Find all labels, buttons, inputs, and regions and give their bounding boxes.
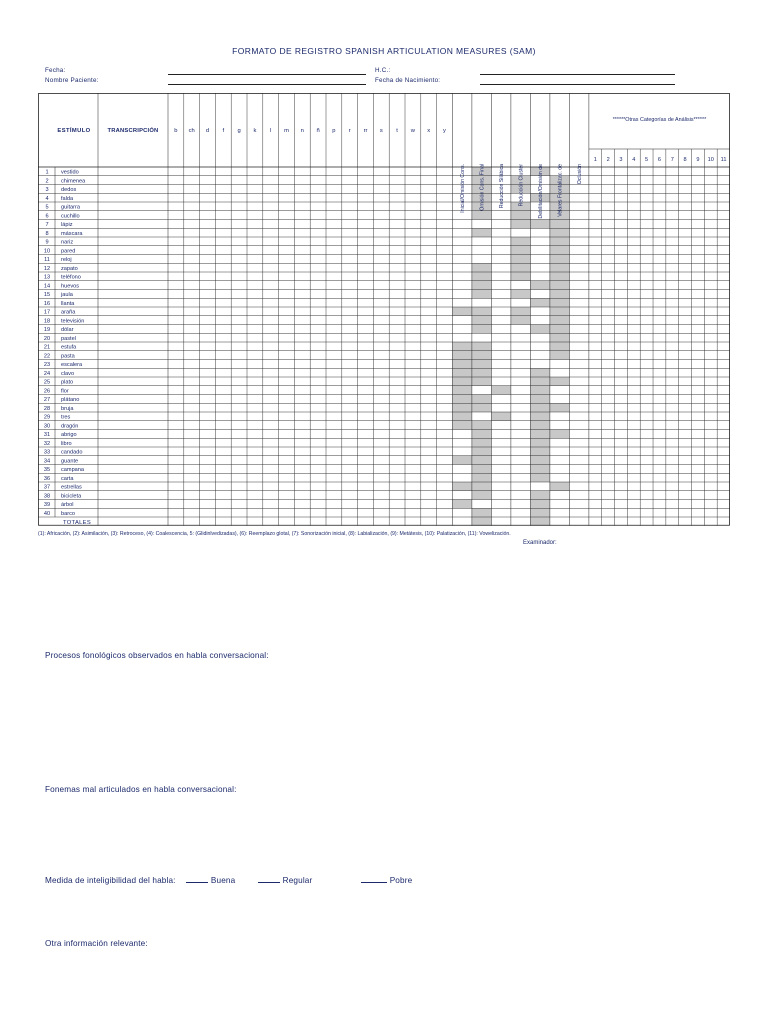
shaded-cell: [550, 255, 570, 264]
shaded-cell: [550, 281, 570, 290]
phoneme-header: k: [253, 128, 257, 134]
row-stimulus-word: barco: [61, 510, 75, 517]
shaded-cell: [452, 456, 472, 465]
phoneme-header: l: [270, 128, 272, 134]
phoneme-header: n: [300, 128, 304, 134]
shaded-cell: [472, 491, 492, 500]
row-number: 37: [43, 484, 51, 491]
row-number: 31: [43, 432, 51, 439]
row-number: 22: [43, 353, 51, 360]
shaded-cell: [550, 482, 570, 491]
shaded-cell: [472, 360, 492, 369]
hc-label: H.C.:: [375, 67, 391, 74]
shaded-cell: [472, 368, 492, 377]
phoneme-header: ñ: [316, 128, 320, 134]
phoneme-header: g: [237, 128, 241, 134]
row-number: 16: [43, 300, 51, 307]
row-number: 32: [43, 440, 51, 447]
shaded-cell: [452, 412, 472, 421]
shaded-cell: [452, 421, 472, 430]
otras-number-header: 9: [696, 157, 700, 163]
row-stimulus-word: chimenea: [61, 178, 86, 185]
shaded-cell: [550, 316, 570, 325]
row-number: 7: [45, 222, 49, 229]
otras-number-header: 8: [683, 157, 687, 163]
shaded-cell: [550, 220, 570, 229]
shaded-cell: [530, 517, 550, 526]
row-stimulus-word: campana: [61, 467, 85, 474]
process-header: Oclusión: [577, 164, 584, 185]
shaded-cell: [530, 508, 550, 517]
shaded-cell: [452, 386, 472, 395]
row-stimulus-word: vestido: [61, 169, 79, 176]
row-number: 13: [43, 274, 51, 281]
row-number: 17: [43, 309, 51, 316]
row-stimulus-word: guante: [61, 458, 79, 465]
otras-number-header: 11: [720, 157, 727, 163]
shaded-cell: [472, 465, 492, 474]
row-number: 18: [43, 318, 51, 325]
shaded-cell: [452, 351, 472, 360]
fecha-field[interactable]: [168, 74, 366, 75]
shaded-cell: [511, 316, 531, 325]
row-stimulus-word: pasta: [61, 353, 75, 360]
process-header: Debilitación/Omisión de: [538, 164, 545, 219]
shaded-cell: [550, 377, 570, 386]
row-stimulus-word: dedos: [61, 187, 77, 194]
row-number: 25: [43, 379, 51, 386]
shaded-cell: [511, 290, 531, 299]
shaded-cell: [550, 430, 570, 439]
shaded-cell: [511, 246, 531, 255]
shaded-cell: [472, 482, 492, 491]
shaded-cell: [530, 298, 550, 307]
row-number: 38: [43, 493, 51, 500]
otras-number-header: 7: [670, 157, 674, 163]
shaded-cell: [472, 272, 492, 281]
shaded-cell: [550, 403, 570, 412]
shaded-cell: [472, 211, 492, 220]
fecha-nacimiento-field[interactable]: [480, 84, 675, 85]
otras-number-header: 1: [593, 157, 597, 163]
shaded-cell: [550, 351, 570, 360]
row-number: 26: [43, 388, 51, 395]
phoneme-header: d: [205, 128, 210, 134]
fonemas-mal-articulados-label: Fonemas mal articulados en habla conversacional:: [45, 785, 237, 794]
shaded-cell: [472, 447, 492, 456]
row-stimulus-word: cuchillo: [61, 213, 80, 220]
row-number: 28: [43, 405, 51, 412]
shaded-cell: [550, 263, 570, 272]
row-number: 9: [45, 239, 49, 246]
inteligibilidad-label: Medida de inteligibilidad del habla:: [45, 876, 176, 885]
otras-number-header: 4: [632, 157, 636, 163]
row-number: 24: [43, 370, 51, 377]
row-number: 27: [43, 397, 51, 404]
shaded-cell: [452, 377, 472, 386]
shaded-cell: [511, 237, 531, 246]
row-stimulus-word: plato: [61, 379, 74, 386]
row-number: 12: [43, 265, 51, 272]
shaded-cell: [472, 342, 492, 351]
shaded-cell: [550, 272, 570, 281]
row-stimulus-word: libro: [61, 440, 72, 447]
row-stimulus-word: araña: [61, 309, 76, 316]
row-stimulus-word: lápiz: [61, 222, 73, 229]
shaded-cell: [452, 500, 472, 509]
shaded-cell: [472, 377, 492, 386]
otras-number-header: 2: [606, 157, 610, 163]
shaded-cell: [472, 263, 492, 272]
row-stimulus-word: guitarra: [61, 204, 80, 211]
row-number: 40: [43, 510, 51, 517]
process-header: Inicial/Omisión Cons.: [460, 164, 467, 213]
fecha-nacimiento-label: Fecha de Nacimiento:: [375, 77, 441, 84]
shaded-cell: [472, 517, 492, 526]
process-header: Velares Frontalizac. de: [557, 164, 564, 217]
otras-number-header: 6: [657, 157, 662, 163]
process-header: Reducción Cluster: [518, 164, 525, 207]
shaded-cell: [530, 368, 550, 377]
phoneme-header: r: [348, 128, 351, 134]
row-number: 2: [45, 178, 49, 185]
row-stimulus-word: huevos: [61, 283, 80, 290]
shaded-cell: [530, 447, 550, 456]
shaded-cell: [472, 403, 492, 412]
buena-blank[interactable]: [186, 874, 208, 883]
nombre-paciente-label: Nombre Paciente:: [45, 77, 99, 84]
shaded-cell: [472, 228, 492, 237]
nombre-paciente-field[interactable]: [168, 84, 366, 85]
shaded-cell: [511, 255, 531, 264]
shaded-cell: [491, 412, 511, 421]
row-number: 8: [45, 230, 49, 237]
row-stimulus-word: abrigo: [61, 432, 77, 439]
row-stimulus-word: dragón: [61, 423, 79, 430]
inteligibilidad-row: [45, 874, 412, 885]
shaded-cell: [530, 281, 550, 290]
phoneme-header: f: [222, 128, 225, 134]
shaded-cell: [530, 473, 550, 482]
col-estimulo-header: ESTÍMULO: [57, 128, 91, 134]
row-number: 20: [43, 335, 51, 342]
row-stimulus-word: jaula: [61, 292, 73, 299]
shaded-cell: [530, 220, 550, 229]
shaded-cell: [472, 438, 492, 447]
row-stimulus-word: plátano: [61, 397, 80, 404]
row-stimulus-word: pastel: [61, 335, 76, 342]
row-stimulus-word: zapato: [61, 265, 78, 272]
otra-informacion-label: Otra información relevante:: [45, 939, 148, 948]
otras-number-header: 3: [619, 157, 623, 163]
phoneme-header: p: [332, 128, 336, 134]
pobre-label: Pobre: [389, 876, 413, 885]
shaded-cell: [530, 456, 550, 465]
row-stimulus-word: estrellas: [61, 484, 82, 491]
row-number: 1: [45, 169, 49, 176]
phoneme-header: s: [379, 128, 383, 134]
row-stimulus-word: árbol: [61, 502, 74, 509]
row-number: 34: [43, 458, 51, 465]
shaded-cell: [511, 272, 531, 281]
row-stimulus-word: dólar: [61, 327, 74, 334]
otras-number-header: 5: [645, 157, 649, 163]
row-stimulus-word: pared: [61, 248, 76, 255]
shaded-cell: [530, 430, 550, 439]
row-number: 11: [44, 257, 50, 264]
otras-categorias-header: ******Otras Categorías de Análisis******: [612, 117, 707, 123]
buena-label: Buena: [210, 876, 236, 885]
shaded-cell: [472, 421, 492, 430]
shaded-cell: [472, 456, 492, 465]
shaded-cell: [511, 263, 531, 272]
row-number: 36: [43, 475, 51, 482]
row-stimulus-word: falda: [61, 195, 74, 202]
shaded-cell: [452, 395, 472, 404]
row-number: 21: [43, 344, 51, 351]
table-border: [39, 94, 730, 526]
shaded-cell: [530, 500, 550, 509]
row-stimulus-word: clavo: [61, 370, 75, 377]
shaded-cell: [472, 473, 492, 482]
shaded-cell: [452, 342, 472, 351]
row-stimulus-word: televisión: [61, 318, 85, 325]
row-number: 30: [43, 423, 51, 430]
row-stimulus-word: bicicleta: [61, 493, 82, 500]
shaded-cell: [472, 508, 492, 517]
shaded-cell: [530, 325, 550, 334]
shaded-cell: [550, 333, 570, 342]
row-stimulus-word: escalera: [61, 362, 83, 369]
shaded-cell: [550, 228, 570, 237]
shaded-cell: [530, 395, 550, 404]
otras-number-header: 10: [707, 157, 714, 163]
shaded-cell: [550, 307, 570, 316]
row-stimulus-word: flor: [61, 388, 69, 395]
shaded-cell: [452, 403, 472, 412]
shaded-cell: [511, 211, 531, 220]
phoneme-header: x: [427, 128, 431, 134]
shaded-cell: [511, 307, 531, 316]
process-header: Reducción Silábica: [499, 164, 506, 209]
shaded-cell: [550, 298, 570, 307]
row-number: 10: [43, 248, 51, 255]
row-stimulus-word: teléfono: [61, 274, 81, 281]
row-number: 6: [45, 213, 49, 220]
phoneme-header: y: [443, 128, 446, 134]
shaded-cell: [530, 438, 550, 447]
row-stimulus-word: candado: [61, 449, 83, 456]
shaded-cell: [472, 351, 492, 360]
phoneme-header: m: [284, 128, 289, 134]
shaded-cell: [472, 395, 492, 404]
shaded-cell: [472, 281, 492, 290]
shaded-cell: [550, 342, 570, 351]
shaded-cell: [472, 316, 492, 325]
hc-field[interactable]: [480, 74, 675, 75]
shaded-cell: [530, 491, 550, 500]
shaded-cell: [452, 482, 472, 491]
regular-label: Regular: [282, 876, 313, 885]
shaded-cell: [452, 360, 472, 369]
shaded-cell: [550, 237, 570, 246]
phoneme-header: ch: [188, 128, 195, 134]
shaded-cell: [530, 412, 550, 421]
row-number: 29: [43, 414, 51, 421]
shaded-cell: [452, 307, 472, 316]
row-number: 3: [45, 187, 49, 194]
examinador-label: Examinador:: [523, 540, 557, 546]
row-stimulus-word: reloj: [61, 257, 72, 264]
shaded-cell: [472, 307, 492, 316]
shaded-cell: [491, 386, 511, 395]
row-number: 35: [43, 467, 51, 474]
shaded-cell: [472, 325, 492, 334]
pobre-blank[interactable]: [361, 874, 387, 883]
row-stimulus-word: estufa: [61, 344, 77, 351]
phoneme-header: rr: [363, 128, 368, 134]
col-transcripcion-header: TRANSCRIPCIÓN: [107, 128, 159, 134]
phoneme-header: t: [396, 128, 398, 134]
row-number: 23: [43, 362, 51, 369]
row-number: 33: [43, 449, 51, 456]
shaded-cell: [530, 421, 550, 430]
shaded-cell: [511, 220, 531, 229]
fecha-label: Fecha:: [45, 67, 66, 74]
process-header: Omisión Cons. Final: [479, 164, 486, 211]
shaded-cell: [550, 246, 570, 255]
articulation-table: [38, 93, 730, 533]
row-number: 14: [43, 283, 51, 290]
totales-label: TOTALES: [63, 519, 91, 526]
legend-text: (1): Africación, (2): Asimilación, (3): Retroceso, (4): Coalescencia, 5: (Glidinlvedizadas), (6): Reemplazo glotal, (7): Sonorización inicial, (8): Labialización, (9): Metátesis, (10): Palatización, (11): Vowelización.: [38, 531, 511, 537]
row-stimulus-word: tres: [61, 414, 71, 421]
shaded-cell: [452, 368, 472, 377]
row-number: 4: [45, 195, 49, 202]
shaded-cell: [530, 403, 550, 412]
phoneme-header: w: [410, 128, 415, 134]
shaded-cell: [472, 430, 492, 439]
row-stimulus-word: carta: [61, 475, 74, 482]
shaded-cell: [550, 290, 570, 299]
row-stimulus-word: llanta: [61, 300, 75, 307]
shaded-cell: [530, 465, 550, 474]
shaded-cell: [530, 377, 550, 386]
phoneme-header: b: [174, 128, 178, 134]
row-stimulus-word: bruja: [61, 405, 74, 412]
page-title: FORMATO DE REGISTRO SPANISH ARTICULATION MEASURES (SAM): [232, 46, 536, 56]
row-number: 39: [43, 502, 51, 509]
shaded-cell: [550, 325, 570, 334]
row-number: 19: [43, 327, 51, 334]
regular-blank[interactable]: [258, 874, 280, 883]
procesos-fonologicos-label: Procesos fonológicos observados en habla conversacional:: [45, 651, 269, 660]
row-stimulus-word: nariz: [61, 239, 74, 246]
row-number: 15: [43, 292, 51, 299]
shaded-cell: [472, 290, 492, 299]
shaded-cell: [530, 386, 550, 395]
row-number: 5: [45, 204, 49, 211]
row-stimulus-word: máscara: [61, 230, 83, 237]
